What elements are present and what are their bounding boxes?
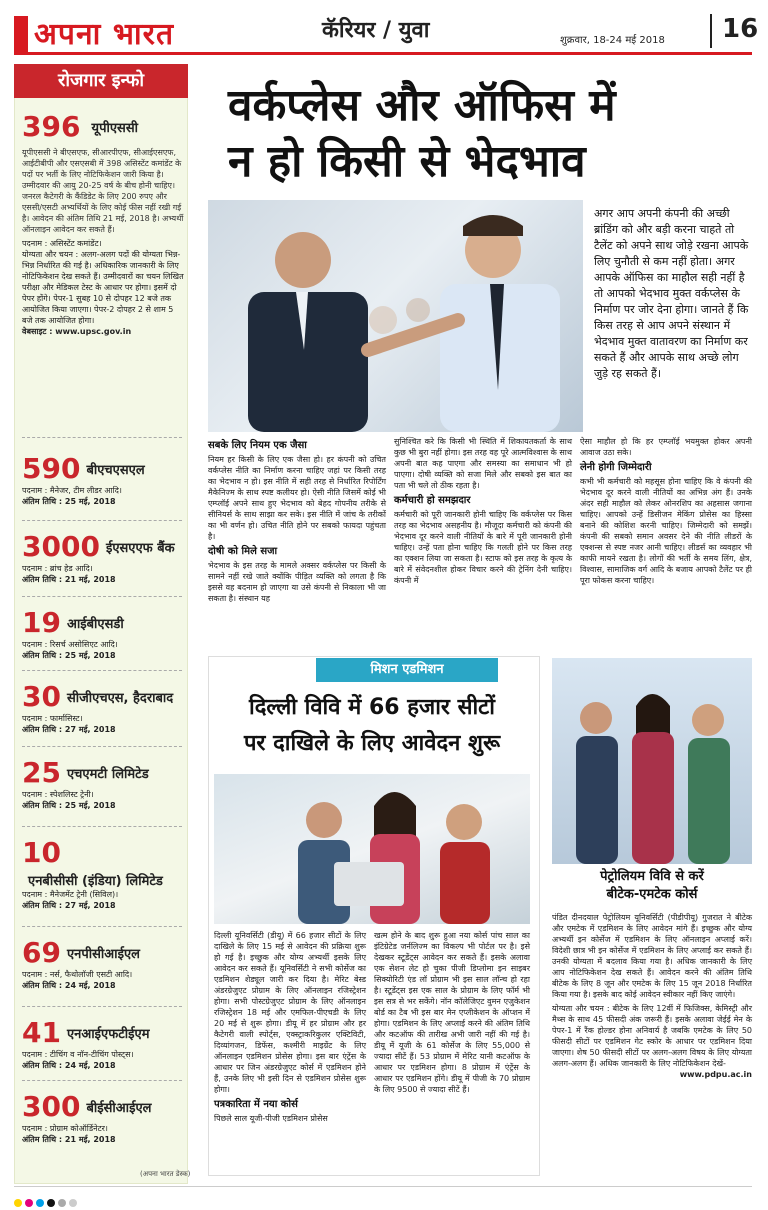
article-photo-handshake <box>208 200 583 432</box>
petroleum-headline <box>552 868 752 904</box>
paragraph: कभी भी कर्मचारी को महसूस होना चाहिए कि वे कंपनी की भेदभाव दूर करने वाली नीतियों का अभिन्न अंग हैं। उनके अंदर सही माहौल को लेकर ओनरशिप का अहसास जगाना चाहिए। आपको उन्हें डिसीजन मेकिंग प्रोसेस का हिस्सा बनाने की कोशिश करनी चाहिए। जिम्मेदारी को समझें। कंपनी की सबको समान अवसर देने की नीति लीडरों के एक्शन्स से स्पष्ट नजर आनी चाहिए। लीडर्स का व्यवहार भी काफी मायने रखता है। लोगों की भर्ती के समय लिंग, क्षेत्र, विश्वास, सामाजिक वर्ग आदि के बजाय आपको टैलेंट पर ही पूरा फोकस करना चाहिए। <box>580 477 752 585</box>
job-count: 590 <box>22 452 81 485</box>
subhead: लेनी होगी जिम्मेदारी <box>580 462 652 473</box>
divider <box>22 670 182 671</box>
petroleum-headline-2: बीटेक-एमटेक कोर्स <box>606 887 698 902</box>
job-deadline: अंतिम तिथि : 27 मई, 2018 <box>22 725 116 734</box>
paragraph: ऐसा माहौल हो कि हर एम्प्लॉई भयमुक्त होकर अपनी आवाज उठा सके। <box>580 437 752 457</box>
section-title: कॅरियर / युवा <box>322 18 430 43</box>
job-deadline: अंतिम तिथि : 24 मई, 2018 <box>22 1061 116 1070</box>
mission-column-1 <box>214 930 366 1124</box>
divider <box>22 926 182 927</box>
headline <box>228 78 748 190</box>
job-org: ईएसएएफ बैंक <box>105 540 175 556</box>
job-website: वेबसाइट : www.upsc.gov.in <box>22 327 132 336</box>
job-count: 10 <box>22 836 61 869</box>
subhead: पत्रकारिता में नया कोर्स <box>214 1099 298 1110</box>
subhead: सबके लिए नियम एक जैसा <box>208 440 307 451</box>
job-item <box>22 530 184 585</box>
job-count: 25 <box>22 756 61 789</box>
job-deadline: अंतिम तिथि : 21 मई, 2018 <box>22 575 116 584</box>
job-item <box>22 452 184 507</box>
mission-headline-2: पर दाखिले के लिए आवेदन शुरू <box>243 731 501 756</box>
article-column-1 <box>208 436 386 604</box>
article-deck: अगर आप अपनी कंपनी की अच्छी ब्रांडिंग को और बड़ी करना चाहते तो टैलेंट को अपने साथ जोड़े रखना आपके लिए चुनौती से कम नहीं होता। अगर आपके ऑफिस का माहौल सही नहीं है तो आपको भेदभाव मुक्त वर्कप्लेस के निर्माण पर जोर देना होगा। जानते हैं कि किस तरह से आप अपने संस्थान में भेदभाव मुक्त वातावरण का निर्माण कर सकते हैं और आपके साथ अच्छे लोग जुड़े रह सकते हैं। <box>594 207 749 380</box>
photo-illustration <box>552 658 752 864</box>
divider <box>22 826 182 827</box>
job-count: 396 <box>22 110 81 143</box>
petroleum-website: www.pdpu.ac.in <box>679 1070 752 1079</box>
job-post: पदनाम : फार्मासिस्ट। <box>22 714 83 723</box>
article-column-2 <box>394 436 572 586</box>
sidebar-title: रोजगार इन्फो <box>14 64 188 98</box>
job-org: एनआईएफटीईएम <box>66 1026 150 1042</box>
paragraph: दिल्ली यूनिवर्सिटी (डीयू) में 66 हजार सीटों के लिए दाखिले के लिए 15 मई से आवेदन की प्रक्रिया शुरू हो गई है। इच्छुक और योग्य अभ्यर्थी इसके लिए आवेदन कर सकते हैं। यूनिवर्सिटी ने सभी कोर्सेज का एडमिशन शेड्यूल जारी कर दिया है। मेरिट बेस्ड अंडरग्रेजुएट प्रोग्राम के लिए ऑनलाइन रजिस्ट्रेशन होगा। सभी पोस्टग्रेजुएट प्रोग्राम के लिए ऑनलाइन रजिस्ट्रेशन 18 मई और एमफिल-पीएचडी के लिए 20 मई से शुरू होगा। डीयू में हर प्रोग्राम और हर कैटेगरी वाली स्पोर्ट्स, एक्स्ट्राकरिकुलर एक्टिविटी, दिव्यांगजन, डिफेंस, कश्मीरी माइग्रेंट के लिए ऑनलाइन एडमिशन प्रोसेस होगा। इस बार एंट्रेंस के आधार पर जिन अंडरग्रेजुएट कोर्स में एडमिशन होने हैं, उनके लिए भी इसी दिन से एडमिशन प्रोसेस शुरू होगा। <box>214 931 366 1094</box>
masthead-red-bar <box>14 16 28 52</box>
job-org: बीएचएसएल <box>86 462 145 478</box>
job-count: 300 <box>22 1090 81 1123</box>
headline-line-1: वर्कप्लेस और ऑफिस में <box>228 80 616 131</box>
mission-headline <box>212 690 532 762</box>
job-count: 41 <box>22 1016 61 1049</box>
divider <box>22 1006 182 1007</box>
paragraph: खत्म होने के बाद शुरू हुआ नया कोर्स पांच साल का इंटिग्रेटेड जर्नलिज्म का विकल्प भी पोर्टल पर है। इसे देखकर स्टूडेंट्स आवेदन कर सकते हैं। इसके अलावा एक सेशन लेट हो चुका पीजी डिप्लोमा इन साइबर सिक्योरिटी एंड लॉ प्रोग्राम भी इस साल लॉन्च हो रहा है। स्टूडेंट्स इस एक साल के प्रोग्राम के लिए फॉर्म भी इस सत्र से भर सकेंगे। नॉन कॉलेजिएट वुमन एजुकेशन बोर्ड का टैब भी इस बार मेन एप्लीकेशन के ऑप्शन में होगा। एडमिशन के लिए अप्लाई करने की अंतिम तिथि और कटऑफ की तारीख अभी जारी नहीं की गई है। डीयू में यूजी के 61 कोर्सेज के लिए 55,000 से ज्यादा सीटें हैं। 53 प्रोग्राम में मेरिट यानी कटऑफ के आधार पर एडमिशन होगा। 8 प्रोग्राम में एंट्रेंस के आधार पर एडमिशन होंगे। डीयू में पीजी के 70 प्रोग्राम के लिए 9500 से ज्यादा सीटें हैं। <box>374 931 530 1094</box>
mission-column-2 <box>374 930 530 1095</box>
job-post: पदनाम : स्पेशलिस्ट ट्रेनी। <box>22 790 94 799</box>
job-deadline: अंतिम तिथि : 25 मई, 2018 <box>22 497 116 506</box>
job-selection: योग्यता और चयन : अलग-अलग पदों की योग्यता भिन्न-भिन्न निर्धारित की गई है। अधिकारिक जानकारी के लिए नोटिफिकेशन देख सकते हैं। उम्मीदवारों का चयन लिखित परीक्षा और मेडिकल टेस्ट के आधार पर होगा। इसमें दो पेपर होंगे। पेपर-1 सुबह 10 से दोपहर 12 बजे तक आयोजित किया जाएगा। पेपर-2 दोपहर 2 से शाम 5 बजे तक आयोजित होगा। <box>22 250 184 325</box>
job-post: पदनाम : रिसर्च असोसिएट आदि। <box>22 640 118 649</box>
divider <box>22 520 182 521</box>
paragraph: सुनिश्चित करे कि किसी भी स्थिति में शिकायतकर्ता के साथ कुछ भी बुरा नहीं होगा। इस तरह वह पूरे आत्मविश्वास के साथ अपनी बात कह पाएगा और समस्या का समाधान भी हो पाएगा। दोषी व्यक्ति को सजा मिले और सबको इस बात का पता भी चले तो ठीक रहता है। <box>394 437 572 490</box>
divider <box>22 1080 182 1081</box>
paragraph: योग्यता और चयन : बीटेक के लिए 12वीं में फिजिक्स, केमिस्ट्री और मैथ्स के साथ 45 फीसदी अंक जरूरी हैं। इसके अलावा जेईई मेन के पेपर-1 में रैंक होल्डर होना अनिवार्य है जबकि एमटेक के लिए 50 फीसदी सीटों पर एडमिशन गेट स्कोर के आधार पर एडमिशन दिया जाएगा। शेष 50 फीसदी सीटों पर अलग-अलग विषय के लिए योग्यता अलग-अलग हैं। अधिक जानकारी के लिए नोटिफिकेशन देखें- <box>552 1004 752 1068</box>
job-post: पदनाम : ब्रांच हेड आदि। <box>22 564 93 573</box>
job-org: यूपीएससी <box>91 120 138 136</box>
job-org: एनपीसीआईएल <box>66 946 140 962</box>
job-org: एचएमटी लिमिटेड <box>66 766 149 782</box>
masthead-divider <box>710 14 712 48</box>
paragraph: नियम हर किसी के लिए एक जैसा हो। हर कंपनी को उचित वर्कप्लेस नीति का निर्माण करना चाहिए जहां पर किसी तरह का भेदभाव न हो। इस नीति में सही तरह से निर्धारित रिपोर्टिंग मैकेनिज्म के साथ स्पष्ट कलीयर हो। ऐसी नीति जिसमें कोई भी एम्प्लॉई अपने साथ हुए भेदभाव को बेहद गोपनीय तरीके से सीनियर्स के साथ साझा कर सके। इस नीति में जांच के तरीकों का भी वर्णन हो। उचित नीति होने पर सबको फायदा पहुंचता है। <box>208 455 386 541</box>
job-item <box>22 836 184 911</box>
job-count: 69 <box>22 936 61 969</box>
job-item <box>22 936 184 991</box>
masthead-rule <box>14 52 752 55</box>
job-org: बीईसीआईएल <box>86 1100 152 1116</box>
color-registration-dots <box>14 1192 752 1204</box>
photo-illustration <box>208 200 583 432</box>
job-deadline: अंतिम तिथि : 25 मई, 2018 <box>22 801 116 810</box>
job-post: पदनाम : असिस्टेंट कमांडेंट। <box>22 239 102 248</box>
paragraph: भेदभाव के इस तरह के मामले अक्सर वर्कप्लेस पर किसी के सामने नहीं रखे जाते क्योंकि पीड़ित व्यक्ति को लगता है कि इससे वह बदनाम हो जाएगा या उसे कंपनी से निकाला भी जा सकता है। संस्थान यह <box>208 561 386 603</box>
article-column-3 <box>580 436 752 586</box>
job-org: सीजीएचएस, हैदराबाद <box>66 690 174 706</box>
mission-headline-1: दिल्ली विवि में 66 हजार सीटों <box>249 695 495 720</box>
job-post: पदनाम : मैनेजमेंट ट्रेनी (सिविल)। <box>22 889 119 899</box>
petroleum-headline-1: पेट्रोलियम विवि से करें <box>600 869 704 884</box>
job-item <box>22 680 184 735</box>
job-org: एनबीसीसी (इंडिया) लिमिटेड <box>28 873 163 889</box>
job-item <box>22 1016 184 1071</box>
job-item <box>22 1090 184 1145</box>
students-laptop-photo <box>214 774 530 924</box>
petroleum-photo <box>552 658 752 864</box>
job-item <box>22 756 184 811</box>
petroleum-column <box>552 912 752 1080</box>
job-post: पदनाम : टीचिंग व नॉन-टीचिंग पोस्ट्स। <box>22 1050 134 1059</box>
job-description: यूपीएससी ने बीएसएफ, सीआरपीएफ, सीआईएसएफ, आईटीबीपी और एसएसबी में 398 असिस्टेंट कमांडेंट के पदों पर भर्ती के लिए नोटिफिकेशन जारी किया है। उम्मीदवार की आयु 20-25 वर्ष के बीच होनी चाहिए। जनरल कैटेगरी के कैंडिडेट के लिए 200 रुपए और एससी/एसटी अभ्यर्थियों के लिए कोई फीस नहीं रखी गई है। आवेदन की अंतिम तिथि 21 मई, 2018 है। अभ्यर्थी ऑनलाइन आवेदन कर सकते हैं। <box>22 148 184 234</box>
job-org: आईबीएसडी <box>66 616 124 632</box>
paragraph: पिछले साल यूजी-पीजी एडमिशन प्रोसेस <box>214 1114 328 1123</box>
divider <box>22 746 182 747</box>
job-deadline: अंतिम तिथि : 24 मई, 2018 <box>22 981 116 990</box>
desk-credit: (अपना भारत डेस्क) <box>140 1170 191 1178</box>
paragraph: कर्मचारी को पूरी जानकारी होनी चाहिए कि वर्कप्लेस पर किस तरह का भेदभाव असहनीय है। मौजूदा कर्मचारी को कंपनी की भेदभाव दूर करने वाली नीतियों के बारे में पूरी जानकारी होनी चाहिए। उन्हें पता होना चाहिए कि गलती होने पर किस तरह का एक्शन लिया जा सकता है। स्टाफ को इस तरह के कृत्य के बारे में संवेदनशील होकर विचार करने की ट्रेनिंग देनी चाहिए। कंपनी में <box>394 510 572 585</box>
job-item <box>22 606 184 661</box>
divider <box>22 437 182 438</box>
job-post: पदनाम : प्रोग्राम कोऑर्डिनेटर। <box>22 1124 108 1133</box>
footer-rule <box>14 1186 752 1187</box>
divider <box>22 596 182 597</box>
issue-date: शुक्रवार, 18-24 मई 2018 <box>560 35 665 46</box>
headline-line-2: न हो किसी से भेदभाव <box>228 136 586 187</box>
job-deadline: अंतिम तिथि : 25 मई, 2018 <box>22 651 116 660</box>
subhead: दोषी को मिले सजा <box>208 546 278 557</box>
job-count: 30 <box>22 680 61 713</box>
job-count: 3000 <box>22 530 100 563</box>
mission-tab: मिशन एडमिशन <box>316 658 498 682</box>
page-number: 16 <box>722 14 759 44</box>
paragraph: पंडित दीनदयाल पेट्रोलियम यूनिवर्सिटी (पीडीपीयू) गुजरात ने बीटेक और एमटेक में एडमिशन के लिए आवेदन मांगे हैं। इच्छुक और योग्य अभ्यर्थी इन कोर्सेज में एडमिशन के लिए ऑनलाइन अप्लाई करें। विदेशी छात्र भी इन कोर्सेज में एडमिशन के लिए अप्लाई कर सकते हैं। उनकी योग्यता में बदलाव किया गया है। अधिक जानकारी के लिए आप नोटिफिकेशन देख सकते हैं। आवेदन करने की अंतिम तिथि बीटेक के लिए 8 जून और एमटेक के लिए 15 जून 2018 निर्धारित किया गया है। इसके बाद कोई आवेदन स्वीकार नहीं किए जाएंगे। <box>552 913 752 999</box>
masthead-logo: अपना भारत <box>34 17 175 52</box>
job-count: 19 <box>22 606 61 639</box>
photo-illustration <box>214 774 530 924</box>
job-deadline: अंतिम तिथि : 27 मई, 2018 <box>22 900 116 910</box>
job-deadline: अंतिम तिथि : 21 मई, 2018 <box>22 1135 116 1144</box>
job-post: पदनाम : नर्स, फैथोलॉजी एसटी आदि। <box>22 970 133 979</box>
job-upsc <box>22 110 184 337</box>
subhead: कर्मचारी हो समझदार <box>394 495 471 506</box>
job-post: पदनाम : मैनेजर, टीम लीडर आदि। <box>22 486 122 495</box>
